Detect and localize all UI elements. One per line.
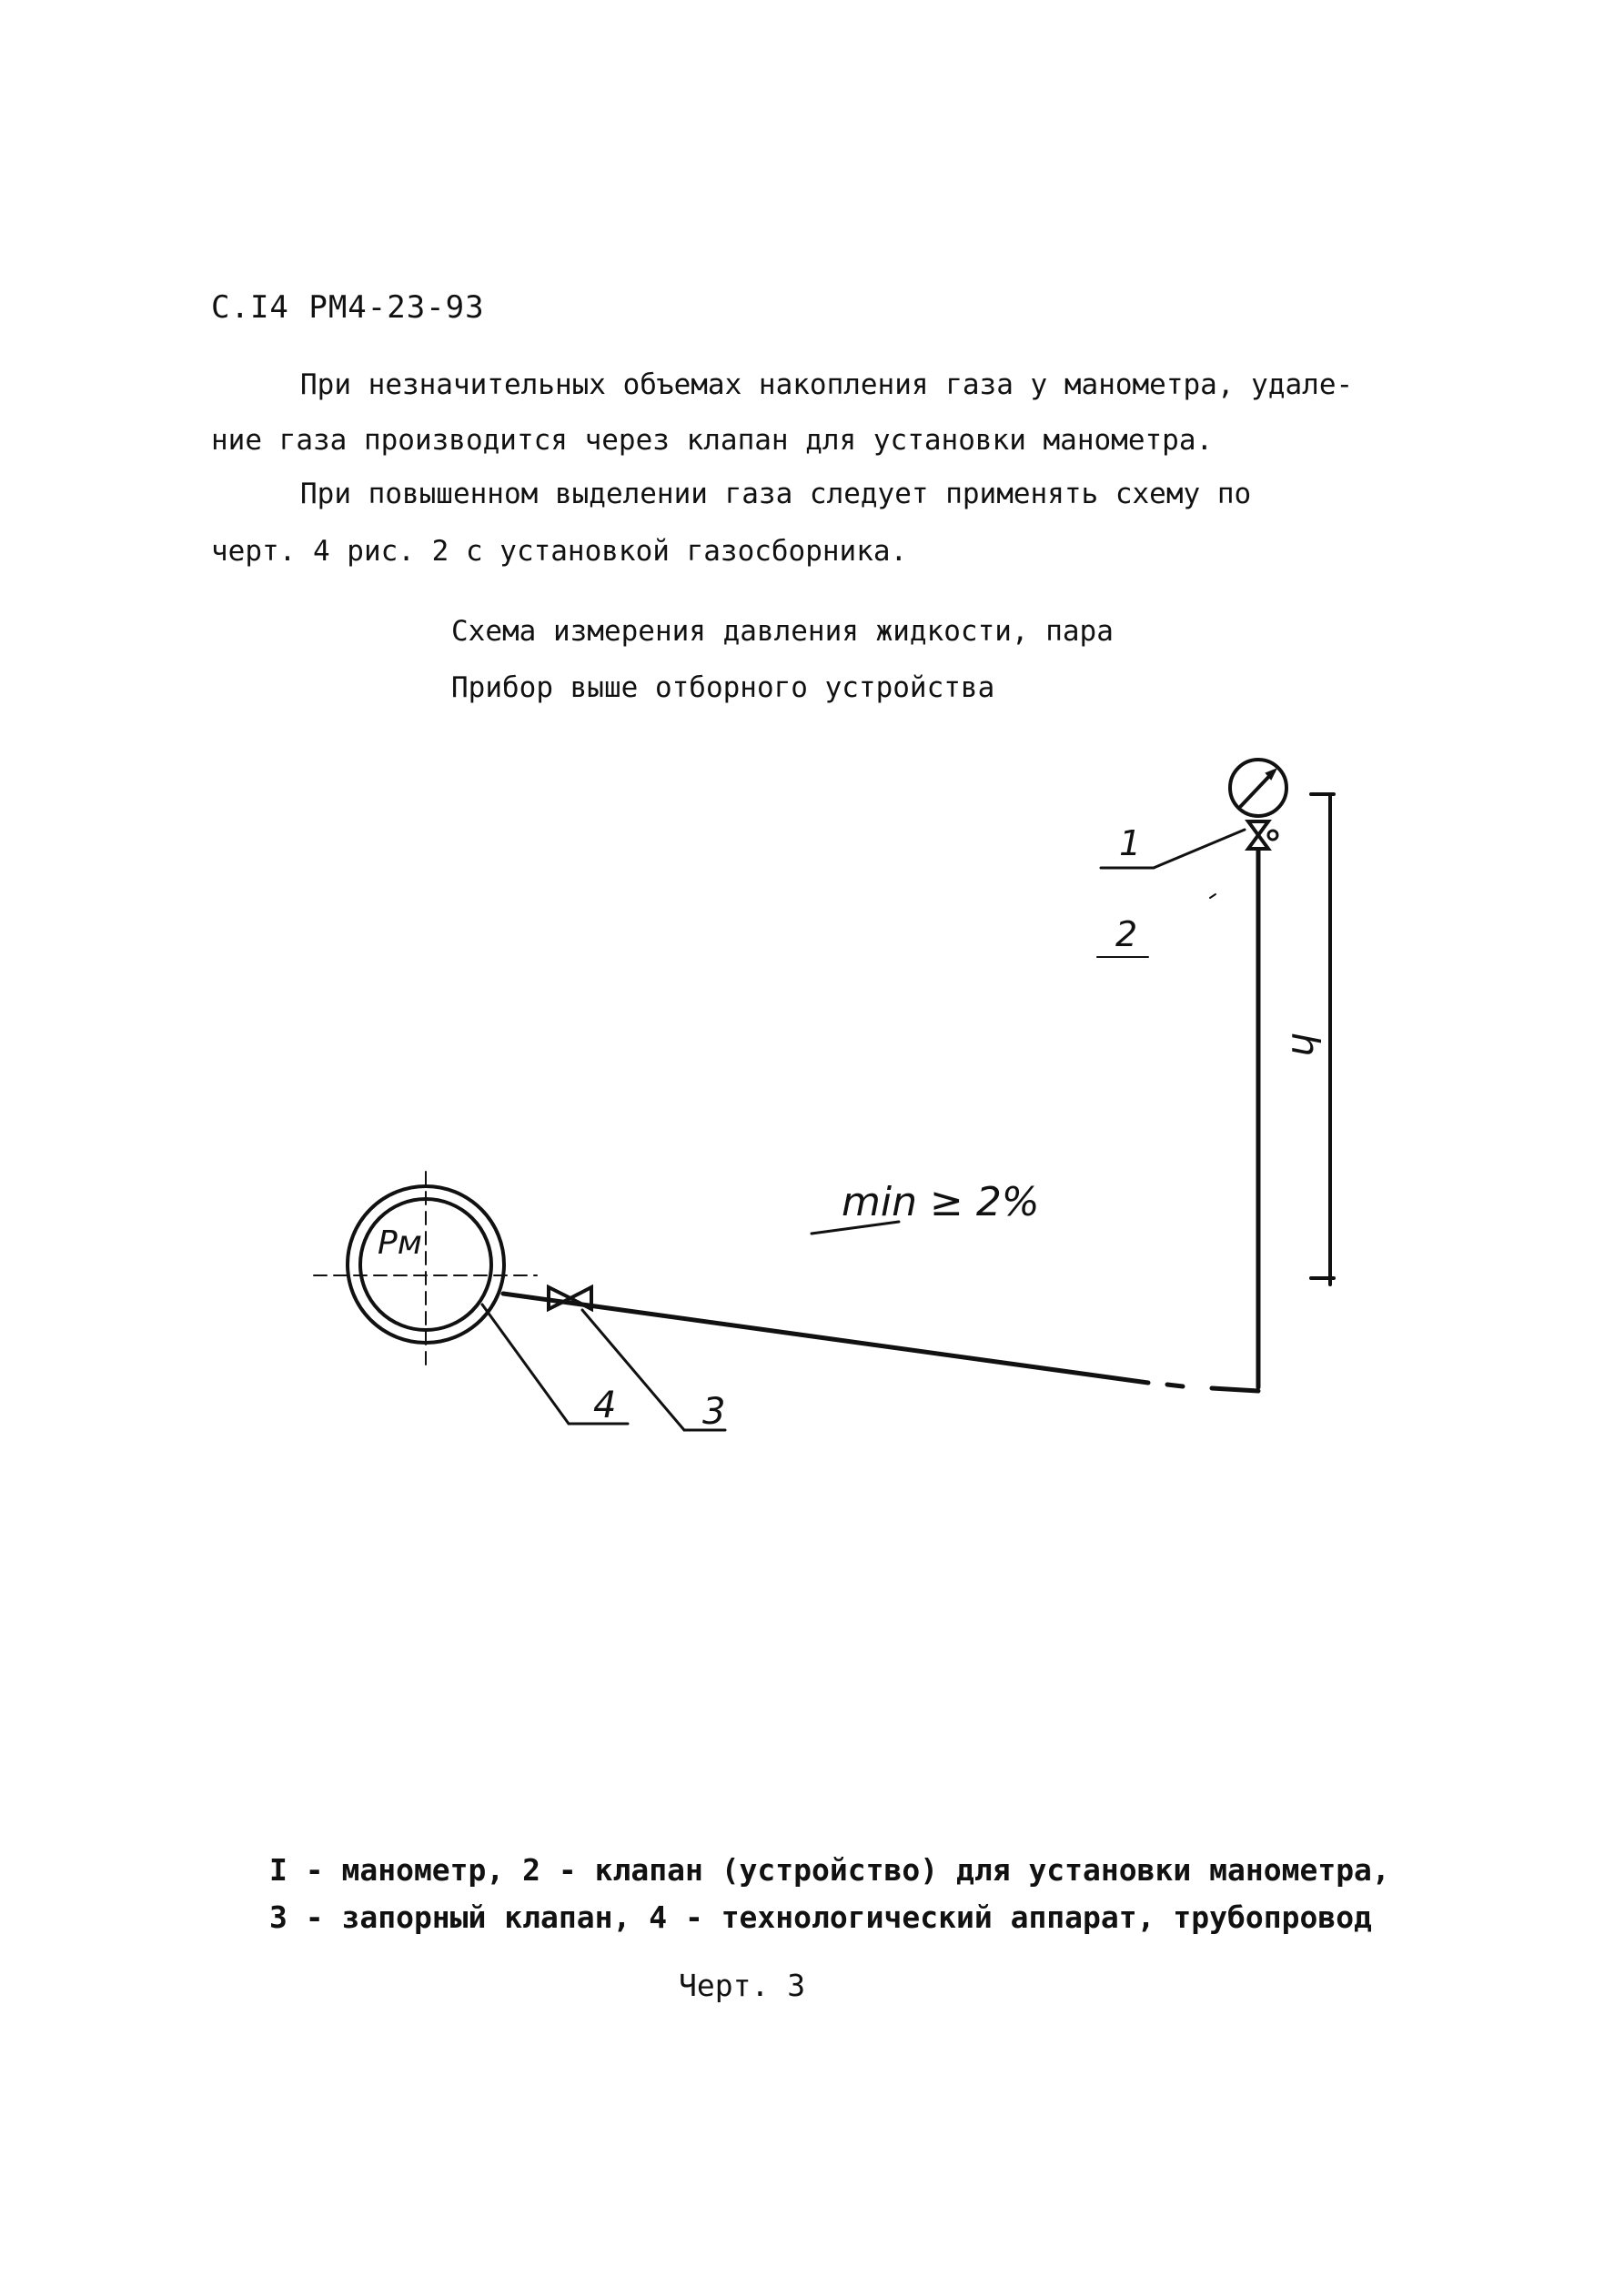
label-slope: min ≥ 2% [842, 1179, 1040, 1225]
diagram-caption-line-1: Схема измерения давления жидкости, пара [451, 615, 1114, 648]
legend-line-1: I - манометр, 2 - клапан (устройство) для установки манометра, [269, 1852, 1390, 1888]
paragraph-1-line-1: При незначительных объемах накопления газа у манометра, удале- [300, 368, 1354, 401]
paragraph-2-line-1: При повышенном выделении газа следует применять схему по [300, 478, 1252, 510]
label-3: 3 [702, 1391, 726, 1433]
paragraph-2-line-2: черт. 4 рис. 2 с установкой газосборника. [211, 535, 908, 568]
shutoff-valve-icon [549, 1287, 591, 1309]
page-header: С.I4 РМ4-23-93 [211, 289, 485, 326]
impulse-line-sloped [503, 1294, 1148, 1383]
diagram-caption-line-2: Прибор выше отборного устройства [451, 671, 995, 704]
figure-label: Черт. 3 [679, 1968, 806, 2003]
paragraph-1-line-2: ние газа производится через клапан для установки манометра. [211, 424, 1214, 457]
label-pressure: Pм [378, 1224, 422, 1262]
label-height: h [1283, 1033, 1327, 1057]
label-2: 2 [1115, 914, 1138, 954]
label-1: 1 [1119, 823, 1142, 863]
manometer-valve-icon [1248, 821, 1277, 849]
manometer-icon [1230, 760, 1286, 816]
label-4: 4 [593, 1385, 617, 1426]
legend-line-2: 3 - запорный клапан, 4 - технологический аппарат, трубопровод [269, 1899, 1372, 1935]
